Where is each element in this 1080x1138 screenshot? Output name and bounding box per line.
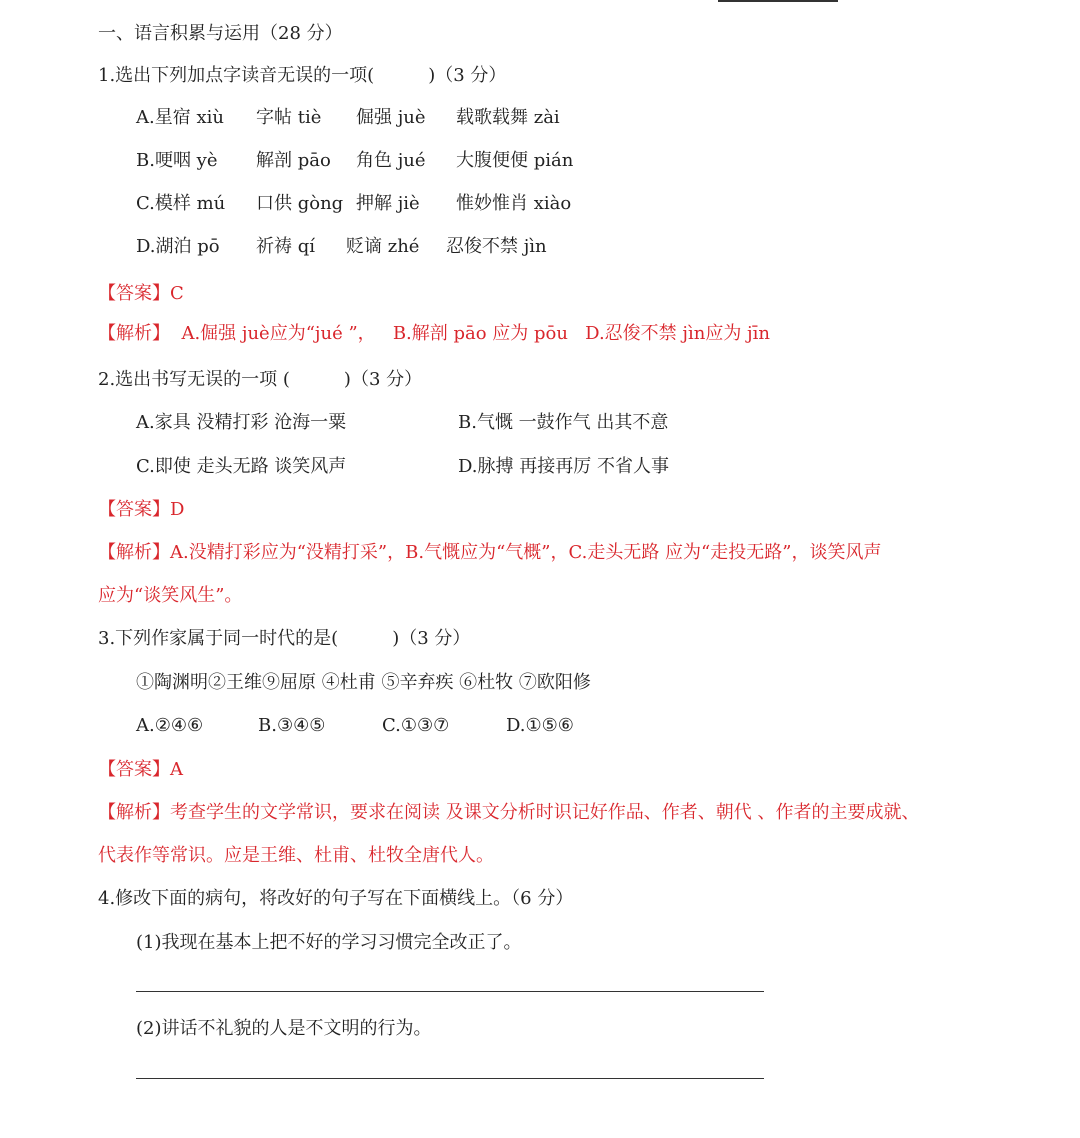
q1-option-c2: 口供 gòng	[256, 193, 344, 214]
q1-analysis: 【解析】 A.倔强 juè应为“jué ”， B.解剖 pāo 应为 pōu D.忍俊不禁 jìn应为 jīn	[98, 323, 770, 344]
q2-option-d: D.脉搏 再接再厉 不省人事	[458, 456, 669, 477]
q1-option-c1: C.模样 mú	[136, 193, 226, 214]
q2-option-b: B.气慨 一鼓作气 出其不意	[458, 412, 669, 433]
q3-option-d: D.①⑤⑥	[506, 715, 574, 736]
q1-option-a4: 载歌载舞 zài	[456, 107, 560, 128]
q2-analysis-line2: 应为“谈笑风生”。	[98, 585, 243, 606]
q2-analysis-line1: 【解析】A.没精打彩应为“没精打采”，B.气慨应为“气概”，C.走头无路 应为“走投无路”，谈笑风声	[98, 542, 882, 563]
q3-option-b: B.③④⑤	[258, 715, 326, 736]
q1-answer: 【答案】C	[98, 283, 184, 304]
q1-option-b3: 角色 jué	[356, 150, 426, 171]
q3-analysis-line1: 【解析】考查学生的文学常识，要求在阅读 及课文分析时识记好作品、作者、朝代 、作者的主要成就、	[98, 802, 920, 823]
q1-option-a1: A.星宿 xiù	[136, 107, 224, 128]
q1-option-b2: 解剖 pāo	[256, 150, 331, 171]
q1-option-d4: 忍俊不禁 jìn	[446, 236, 547, 257]
q4-item-2: (2)讲话不礼貌的人是不文明的行为。	[136, 1018, 432, 1039]
section-title: 一、语言积累与运用（28 分）	[98, 23, 343, 44]
q3-author-list: ①陶渊明②王维⑨屈原 ④杜甫 ⑤辛弃疾 ⑥杜牧 ⑦欧阳修	[136, 672, 591, 693]
q1-option-b4: 大腹便便 pián	[456, 150, 574, 171]
q3-option-c: C.①③⑦	[382, 715, 450, 736]
q2-answer: 【答案】D	[98, 499, 185, 520]
top-underline	[718, 0, 838, 2]
q4-item-1: (1)我现在基本上把不好的学习习惯完全改正了。	[136, 932, 522, 953]
q2-stem: 2.选出书写无误的一项 ( )（3 分）	[98, 369, 423, 390]
q4-stem: 4.修改下面的病句，将改好的句子写在下面横线上。（6 分）	[98, 888, 574, 909]
q3-option-a: A.②④⑥	[136, 715, 204, 736]
q1-option-b1: B.哽咽 yè	[136, 150, 218, 171]
q1-option-a3: 倔强 juè	[356, 107, 426, 128]
q4-answer-line-2[interactable]	[136, 1078, 764, 1079]
q2-option-c: C.即使 走头无路 谈笑风声	[136, 456, 347, 477]
q1-option-a2: 字帖 tiè	[256, 107, 322, 128]
q1-option-d1: D.湖泊 pō	[136, 236, 220, 257]
q1-option-d2: 祈祷 qí	[256, 236, 316, 257]
q3-stem: 3.下列作家属于同一时代的是( )（3 分）	[98, 628, 471, 649]
q2-option-a: A.家具 没精打彩 沧海一粟	[136, 412, 347, 433]
q3-answer: 【答案】A	[98, 759, 183, 780]
q4-answer-line-1[interactable]	[136, 991, 764, 992]
q1-option-c4: 惟妙惟肖 xiào	[456, 193, 572, 214]
q1-option-d3: 贬谪 zhé	[346, 236, 420, 257]
q1-stem: 1.选出下列加点字读音无误的一项( )（3 分）	[98, 65, 507, 86]
q3-analysis-line2: 代表作等常识。应是王维、杜甫、杜牧全唐代人。	[98, 845, 494, 866]
q1-option-c3: 押解 jiè	[356, 193, 420, 214]
